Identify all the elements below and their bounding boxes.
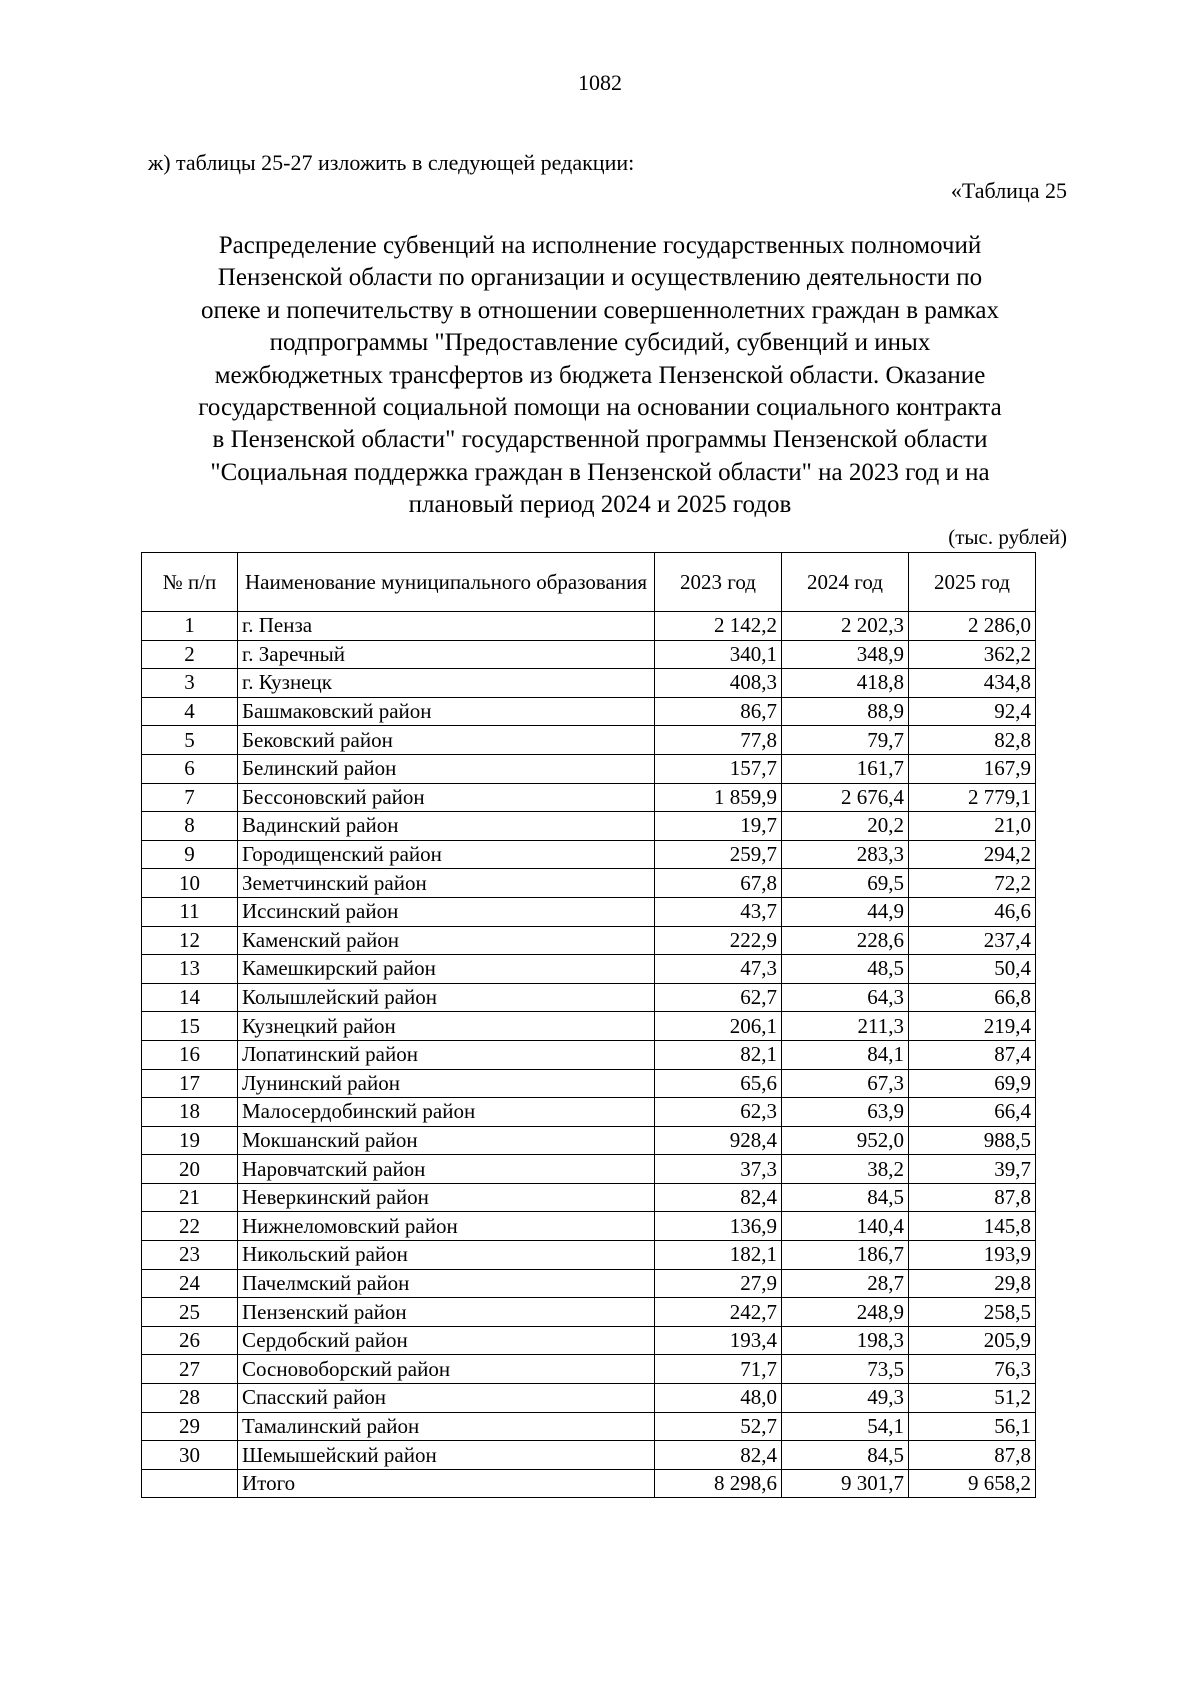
- value-2024: 9 301,7: [782, 1469, 909, 1498]
- table-row: [142, 697, 1036, 726]
- table-row: [142, 1326, 1036, 1355]
- row-number: 10: [142, 869, 238, 898]
- table-row: [142, 1098, 1036, 1127]
- value-2025: 2 286,0: [909, 612, 1036, 641]
- value-2023: 182,1: [655, 1241, 782, 1270]
- row-number: 15: [142, 1012, 238, 1041]
- municipality-name: г. Заречный: [238, 640, 655, 669]
- value-2024: 952,0: [782, 1126, 909, 1155]
- table-row: [142, 1155, 1036, 1184]
- municipality-name: Лопатинский район: [238, 1040, 655, 1069]
- value-2025: 258,5: [909, 1298, 1036, 1327]
- value-2025: 72,2: [909, 869, 1036, 898]
- data-table: [141, 552, 1036, 1498]
- municipality-name: Пачелмский район: [238, 1269, 655, 1298]
- table-row: [142, 1069, 1036, 1098]
- municipality-name: Тамалинский район: [238, 1412, 655, 1441]
- value-2025: 21,0: [909, 812, 1036, 841]
- header-2025: 2025 год: [909, 553, 1036, 612]
- value-2023: 2 142,2: [655, 612, 782, 641]
- value-2023: 222,9: [655, 926, 782, 955]
- table-row: [142, 840, 1036, 869]
- title-line: Распределение субвенций на исполнение государственных полномочий: [218, 232, 982, 259]
- title-line: "Социальная поддержка граждан в Пензенской области" на 2023 год и на: [210, 458, 990, 486]
- row-number: 16: [142, 1040, 238, 1069]
- value-2025: 76,3: [909, 1355, 1036, 1384]
- municipality-name: Нижнеломовский район: [238, 1212, 655, 1241]
- value-2025: 193,9: [909, 1241, 1036, 1270]
- row-number: 21: [142, 1183, 238, 1212]
- title-line: плановый период 2024 и 2025 годов: [408, 491, 792, 519]
- document-title: [130, 230, 1070, 522]
- table-body: [142, 612, 1036, 1498]
- value-2023: 1 859,9: [655, 783, 782, 812]
- value-2024: 198,3: [782, 1326, 909, 1355]
- value-2024: 186,7: [782, 1241, 909, 1270]
- row-number: 2: [142, 640, 238, 669]
- municipality-name: Итого: [238, 1469, 655, 1498]
- municipality-name: Городищенский район: [238, 840, 655, 869]
- municipality-name: Бековский район: [238, 726, 655, 755]
- row-number: 3: [142, 669, 238, 698]
- value-2024: 48,5: [782, 955, 909, 984]
- table-row: [142, 754, 1036, 783]
- table-row: [142, 669, 1036, 698]
- municipality-name: Шемышейский район: [238, 1441, 655, 1470]
- municipality-name: Малосердобинский район: [238, 1098, 655, 1127]
- value-2025: 205,9: [909, 1326, 1036, 1355]
- value-2025: 69,9: [909, 1069, 1036, 1098]
- value-2023: 77,8: [655, 726, 782, 755]
- table-row: [142, 1012, 1036, 1041]
- value-2024: 84,5: [782, 1183, 909, 1212]
- value-2023: 71,7: [655, 1355, 782, 1384]
- value-2024: 64,3: [782, 983, 909, 1012]
- value-2025: 50,4: [909, 955, 1036, 984]
- value-2025: 66,8: [909, 983, 1036, 1012]
- value-2024: 54,1: [782, 1412, 909, 1441]
- title-line: подпрограммы "Предоставление субсидий, субвенций и иных: [269, 329, 931, 357]
- municipality-name: Наровчатский район: [238, 1155, 655, 1184]
- value-2024: 211,3: [782, 1012, 909, 1041]
- municipality-name: Колышлейский район: [238, 983, 655, 1012]
- table-row: [142, 640, 1036, 669]
- value-2024: 20,2: [782, 812, 909, 841]
- row-number: 1: [142, 612, 238, 641]
- title-line: Пензенской области по организации и осуществлению деятельности по: [217, 264, 983, 292]
- value-2023: 157,7: [655, 754, 782, 783]
- value-2024: 73,5: [782, 1355, 909, 1384]
- value-2023: 52,7: [655, 1412, 782, 1441]
- table-row: [142, 955, 1036, 984]
- value-2023: 19,7: [655, 812, 782, 841]
- value-2025: 434,8: [909, 669, 1036, 698]
- municipality-name: Спасский район: [238, 1384, 655, 1413]
- intro-text: ж) таблицы 25-27 изложить в следующей редакции:: [148, 150, 635, 175]
- row-number: 27: [142, 1355, 238, 1384]
- table-row: [142, 1040, 1036, 1069]
- row-number: 13: [142, 955, 238, 984]
- value-2024: 228,6: [782, 926, 909, 955]
- value-2025: 82,8: [909, 726, 1036, 755]
- table-row: [142, 926, 1036, 955]
- value-2025: 219,4: [909, 1012, 1036, 1041]
- table-label: «Таблица 25: [950, 178, 1067, 203]
- table-row: [142, 726, 1036, 755]
- value-2023: 408,3: [655, 669, 782, 698]
- table-row: [142, 1212, 1036, 1241]
- row-number: 9: [142, 840, 238, 869]
- value-2024: 2 202,3: [782, 612, 909, 641]
- value-2024: 161,7: [782, 754, 909, 783]
- row-number: 29: [142, 1412, 238, 1441]
- table-row: [142, 1441, 1036, 1470]
- value-2025: 92,4: [909, 697, 1036, 726]
- municipality-name: Неверкинский район: [238, 1183, 655, 1212]
- header-2024: 2024 год: [782, 553, 909, 612]
- value-2023: 242,7: [655, 1298, 782, 1327]
- row-number: 18: [142, 1098, 238, 1127]
- municipality-name: г. Кузнецк: [238, 669, 655, 698]
- table-row: [142, 897, 1036, 926]
- row-number: 11: [142, 897, 238, 926]
- value-2023: 82,1: [655, 1040, 782, 1069]
- value-2024: 348,9: [782, 640, 909, 669]
- municipality-name: Кузнецкий район: [238, 1012, 655, 1041]
- value-2025: 145,8: [909, 1212, 1036, 1241]
- value-2024: 44,9: [782, 897, 909, 926]
- value-2024: 63,9: [782, 1098, 909, 1127]
- value-2023: 928,4: [655, 1126, 782, 1155]
- value-2023: 136,9: [655, 1212, 782, 1241]
- value-2025: 87,8: [909, 1441, 1036, 1470]
- municipality-name: Иссинский район: [238, 897, 655, 926]
- table-row: [142, 1412, 1036, 1441]
- row-number: 26: [142, 1326, 238, 1355]
- value-2023: 48,0: [655, 1384, 782, 1413]
- value-2025: 362,2: [909, 640, 1036, 669]
- value-2024: 28,7: [782, 1269, 909, 1298]
- municipality-name: Пензенский район: [238, 1298, 655, 1327]
- value-2025: 9 658,2: [909, 1469, 1036, 1498]
- table-header-row: [142, 553, 1036, 612]
- municipality-name: Белинский район: [238, 754, 655, 783]
- municipality-name: Вадинский район: [238, 812, 655, 841]
- value-2025: 237,4: [909, 926, 1036, 955]
- row-number: 6: [142, 754, 238, 783]
- row-number: 5: [142, 726, 238, 755]
- title-line: государственной социальной помощи на основании социального контракта: [198, 394, 1002, 422]
- value-2023: 62,7: [655, 983, 782, 1012]
- header-municipality: Наименование муниципального образования: [238, 553, 655, 612]
- page-number: 1082: [578, 70, 622, 95]
- row-number: 19: [142, 1126, 238, 1155]
- value-2023: 340,1: [655, 640, 782, 669]
- table-row: [142, 1241, 1036, 1270]
- row-number: 14: [142, 983, 238, 1012]
- value-2023: 47,3: [655, 955, 782, 984]
- table-row: [142, 1183, 1036, 1212]
- value-2024: 67,3: [782, 1069, 909, 1098]
- value-2025: 66,4: [909, 1098, 1036, 1127]
- header-number: № п/п: [142, 553, 238, 612]
- municipality-name: Земетчинский район: [238, 869, 655, 898]
- value-2024: 418,8: [782, 669, 909, 698]
- value-2025: 988,5: [909, 1126, 1036, 1155]
- value-2025: 51,2: [909, 1384, 1036, 1413]
- table-row: [142, 1126, 1036, 1155]
- table-row: [142, 1355, 1036, 1384]
- value-2023: 65,6: [655, 1069, 782, 1098]
- table-row: [142, 1384, 1036, 1413]
- value-2024: 88,9: [782, 697, 909, 726]
- row-number: 8: [142, 812, 238, 841]
- value-2025: 167,9: [909, 754, 1036, 783]
- municipality-name: Сердобский район: [238, 1326, 655, 1355]
- value-2023: 43,7: [655, 897, 782, 926]
- value-2024: 49,3: [782, 1384, 909, 1413]
- title-line: в Пензенской области" государственной программы Пензенской области: [212, 426, 988, 454]
- table-row: [142, 869, 1036, 898]
- municipality-name: Мокшанский район: [238, 1126, 655, 1155]
- municipality-name: г. Пенза: [238, 612, 655, 641]
- title-line: межбюджетных трансфертов из бюджета Пензенской области. Оказание: [214, 361, 986, 389]
- table-row: [142, 1298, 1036, 1327]
- row-number: 23: [142, 1241, 238, 1270]
- table-row: [142, 1269, 1036, 1298]
- value-2025: 39,7: [909, 1155, 1036, 1184]
- row-number: 17: [142, 1069, 238, 1098]
- municipality-name: Каменский район: [238, 926, 655, 955]
- value-2024: 79,7: [782, 726, 909, 755]
- value-2024: 2 676,4: [782, 783, 909, 812]
- total-row: [142, 1469, 1036, 1498]
- row-number: 22: [142, 1212, 238, 1241]
- value-2024: 84,1: [782, 1040, 909, 1069]
- value-2025: 294,2: [909, 840, 1036, 869]
- table-row: [142, 612, 1036, 641]
- municipality-name: Башмаковский район: [238, 697, 655, 726]
- row-number: 24: [142, 1269, 238, 1298]
- table-row: [142, 783, 1036, 812]
- header-2023: 2023 год: [655, 553, 782, 612]
- title-line: опеке и попечительству в отношении совершеннолетних граждан в рамках: [200, 296, 1000, 324]
- value-2023: 259,7: [655, 840, 782, 869]
- value-2025: 87,8: [909, 1183, 1036, 1212]
- table-row: [142, 983, 1036, 1012]
- value-2025: 2 779,1: [909, 783, 1036, 812]
- value-2023: 37,3: [655, 1155, 782, 1184]
- value-2024: 283,3: [782, 840, 909, 869]
- value-2025: 87,4: [909, 1040, 1036, 1069]
- municipality-name: Никольский район: [238, 1241, 655, 1270]
- row-number: 25: [142, 1298, 238, 1327]
- value-2024: 248,9: [782, 1298, 909, 1327]
- value-2025: 46,6: [909, 897, 1036, 926]
- row-number: 28: [142, 1384, 238, 1413]
- value-2024: 84,5: [782, 1441, 909, 1470]
- row-number: 12: [142, 926, 238, 955]
- value-2023: 62,3: [655, 1098, 782, 1127]
- municipality-name: Лунинский район: [238, 1069, 655, 1098]
- value-2023: 27,9: [655, 1269, 782, 1298]
- value-2024: 69,5: [782, 869, 909, 898]
- value-2023: 67,8: [655, 869, 782, 898]
- row-number: 7: [142, 783, 238, 812]
- value-2023: 82,4: [655, 1441, 782, 1470]
- table-row: [142, 812, 1036, 841]
- units-label: (тыс. рублей): [948, 525, 1067, 549]
- value-2025: 29,8: [909, 1269, 1036, 1298]
- value-2025: 56,1: [909, 1412, 1036, 1441]
- value-2023: 82,4: [655, 1183, 782, 1212]
- municipality-name: Сосновоборский район: [238, 1355, 655, 1384]
- value-2023: 86,7: [655, 697, 782, 726]
- value-2023: 193,4: [655, 1326, 782, 1355]
- value-2023: 8 298,6: [655, 1469, 782, 1498]
- municipality-name: Бессоновский район: [238, 783, 655, 812]
- value-2023: 206,1: [655, 1012, 782, 1041]
- row-number: 30: [142, 1441, 238, 1470]
- row-number: 4: [142, 697, 238, 726]
- municipality-name: Камешкирский район: [238, 955, 655, 984]
- row-number: [142, 1469, 238, 1498]
- row-number: 20: [142, 1155, 238, 1184]
- value-2024: 38,2: [782, 1155, 909, 1184]
- value-2024: 140,4: [782, 1212, 909, 1241]
